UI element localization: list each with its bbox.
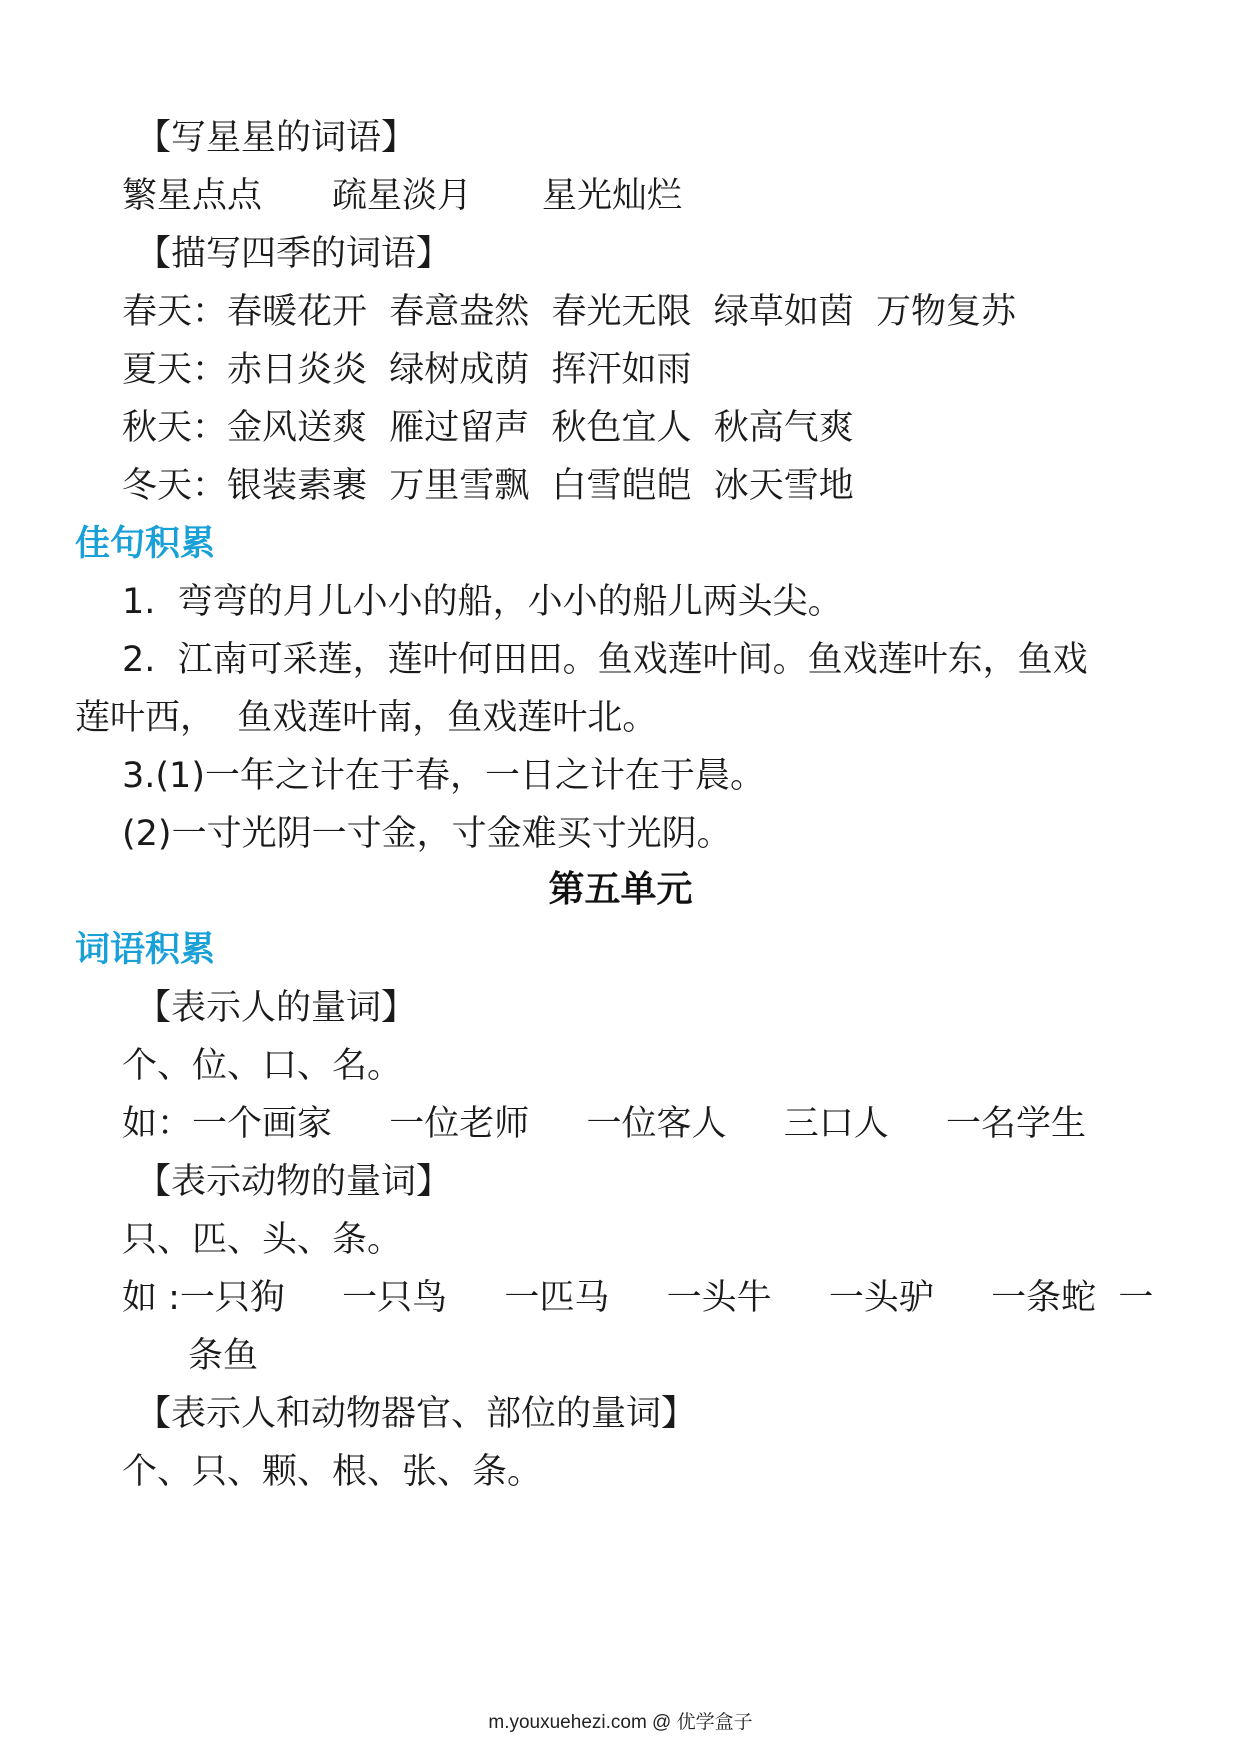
heading-sentence-accumulation: 佳句积累	[75, 524, 216, 564]
animal-measure-examples: 如 :一只狗 一只鸟 一匹马 一头牛 一头驴 一条蛇 一	[122, 1278, 1154, 1318]
sentence-1: 1. 弯弯的月儿小小的船，小小的船儿两头尖。	[122, 582, 843, 622]
people-measure-words: 个、位、口、名。	[122, 1046, 403, 1086]
sentence-3-1: 3.(1)一年之计在于春，一日之计在于晨。	[122, 756, 765, 796]
word-list-autumn: 秋天：金风送爽 雁过留声 秋色宜人 秋高气爽	[122, 408, 854, 448]
word-list-spring: 春天：春暖花开 春意盎然 春光无限 绿草如茵 万物复苏	[122, 292, 1017, 332]
word-list-winter: 冬天：银装素裹 万里雪飘 白雪皑皑 冰天雪地	[122, 466, 854, 506]
section-label-animal-measure-words: 【表示动物的量词】	[136, 1162, 452, 1202]
unit-title: 第五单元	[548, 869, 693, 910]
section-label-organ-measure-words: 【表示人和动物器官、部位的量词】	[136, 1394, 697, 1434]
section-label-seasons: 【描写四季的词语】	[136, 234, 452, 274]
word-list-stars: 繁星点点 疏星淡月 星光灿烂	[122, 176, 683, 216]
page-footer: m.youxuehezi.com @ 优学盒子	[488, 1712, 753, 1733]
word-list-summer: 夏天：赤日炎炎 绿树成荫 挥汗如雨	[122, 350, 692, 390]
organ-measure-words: 个、只、颗、根、张、条。	[122, 1452, 543, 1492]
section-label-people-measure-words: 【表示人的量词】	[136, 988, 417, 1028]
people-measure-examples: 如：一个画家 一位老师 一位客人 三口人 一名学生	[122, 1104, 1087, 1144]
sentence-2-part1: 2. 江南可采莲，莲叶何田田。鱼戏莲叶间。鱼戏莲叶东，鱼戏	[122, 640, 1088, 680]
animal-measure-words: 只、匹、头、条。	[122, 1220, 403, 1260]
heading-word-accumulation: 词语积累	[75, 930, 216, 970]
sentence-2-part2: 莲叶西， 鱼戏莲叶南，鱼戏莲叶北。	[75, 698, 658, 738]
section-label-stars: 【写星星的词语】	[136, 118, 417, 158]
sentence-3-2: (2)一寸光阴一寸金，寸金难买寸光阴。	[122, 814, 732, 854]
animal-measure-examples-cont: 条鱼	[188, 1336, 259, 1376]
